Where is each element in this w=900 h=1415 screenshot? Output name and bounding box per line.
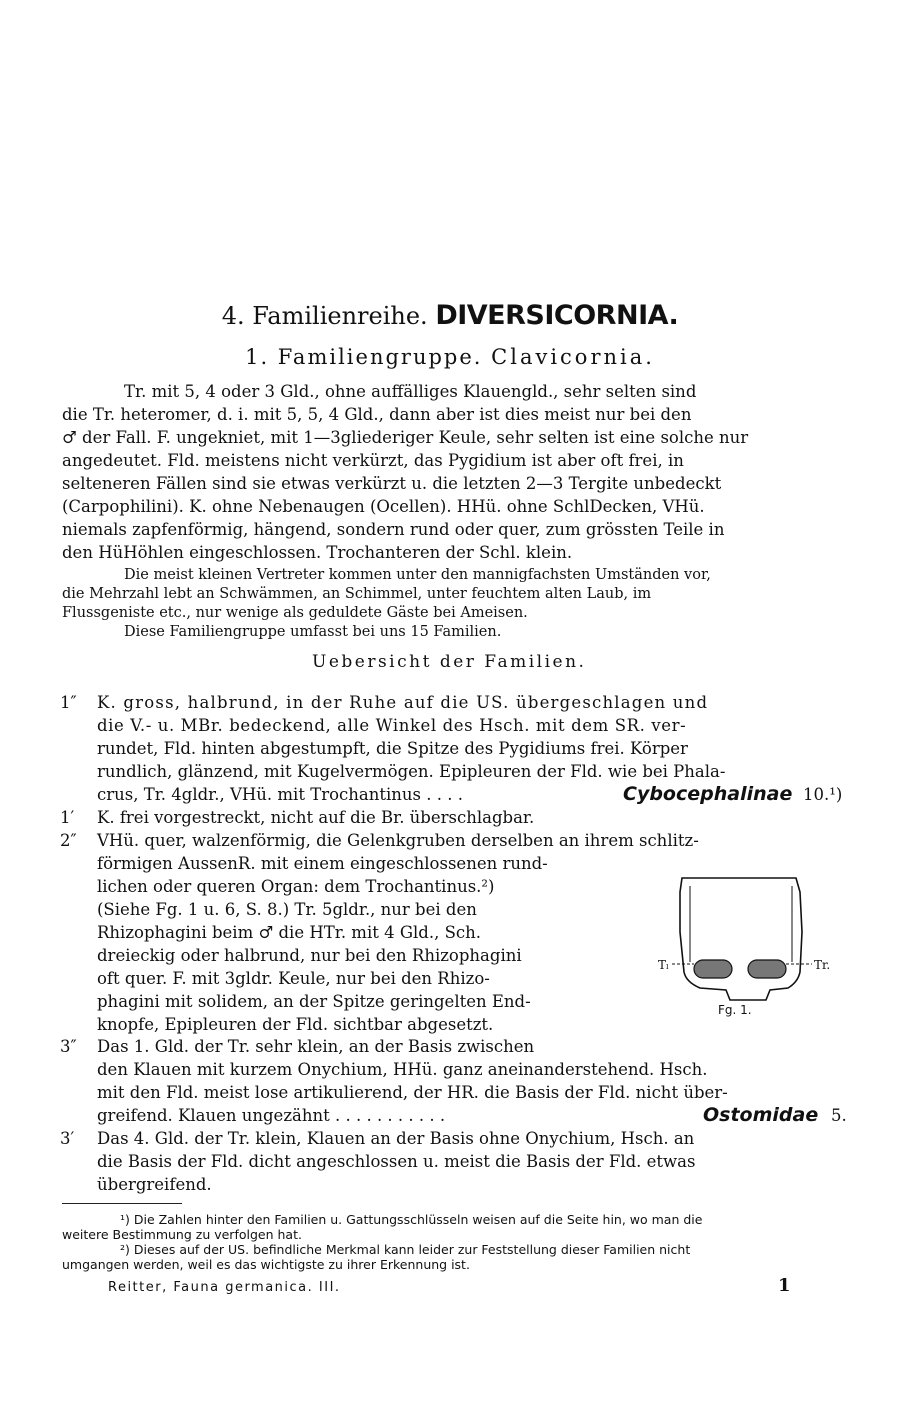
key-line: mit den Fld. meist lose artikulierend, der HR. die Basis der Fld. nicht über-: [97, 1083, 728, 1102]
key-line: dreieckig oder halbrund, nur bei den Rhizophagini: [97, 946, 522, 965]
key-line: rundlich, glänzend, mit Kugelvermögen. Epipleuren der Fld. wie bei Phala-: [97, 762, 726, 781]
trochantinus-figure: [660, 872, 850, 1022]
family-name: Cybocephalinae: [623, 783, 793, 805]
page-reference: 5.: [831, 1106, 847, 1125]
footnote-line: ¹) Die Zahlen hinter den Familien u. Gattungsschlüsseln weisen auf die Seite hin, wo man die: [120, 1212, 703, 1227]
series-prefix: 4. Familienreihe.: [221, 302, 428, 330]
key-line: übergreifend.: [97, 1175, 212, 1194]
key-number: 1″: [60, 693, 77, 712]
note-line: Die meist kleinen Vertreter kommen unter den mannigfachsten Umständen vor,: [124, 567, 711, 583]
footnote-line: ²) Dieses auf der US. befindliche Merkmal kann leider zur Feststellung dieser Familien nicht: [120, 1242, 691, 1257]
key-line: Das 4. Gld. der Tr. klein, Klauen an der Basis ohne Onychium, Hsch. an: [97, 1129, 695, 1148]
footnote-line: weitere Bestimmung zu verfolgen hat.: [62, 1227, 302, 1242]
series-name: DIVERSICORNIA.: [435, 300, 679, 331]
key-line: phagini mit solidem, an der Spitze geringelten End-: [97, 992, 531, 1011]
group-heading: [0, 345, 900, 369]
key-line: rundet, Fld. hinten abgestumpft, die Spitze des Pygidiums frei. Körper: [97, 739, 688, 758]
intro-line: Tr. mit 5, 4 oder 3 Gld., ohne auffälliges Klauengld., sehr selten sind: [124, 382, 697, 401]
note-line: die Mehrzahl lebt an Schwämmen, an Schimmel, unter feuchtem alten Laub, im: [62, 586, 652, 602]
note-line: Flussgeniste etc., nur wenige als geduldete Gäste bei Ameisen.: [62, 605, 528, 621]
key-number: 3′: [60, 1129, 75, 1148]
page-number: 1: [778, 1275, 791, 1296]
key-line: den Klauen mit kurzem Onychium, HHü. ganz aneinanderstehend. Hsch.: [97, 1060, 708, 1079]
overview-title: Uebersicht der Familien.: [312, 652, 587, 672]
footnote-line: umgangen werden, weil es das wichtigste zu ihrer Erkennung ist.: [62, 1257, 470, 1272]
key-line: VHü. quer, walzenförmig, die Gelenkgruben derselben an ihrem schlitz-: [97, 831, 699, 850]
page-reference: 10.¹): [803, 785, 843, 804]
key-line: die Basis der Fld. dicht angeschlossen u. meist die Basis der Fld. etwas: [97, 1152, 696, 1171]
key-number: 1′: [60, 808, 75, 827]
key-line: oft quer. F. mit 3gldr. Keule, nur bei den Rhizo-: [97, 969, 490, 988]
key-line: K. gross, halbrund, in der Ruhe auf die US. übergeschlagen und: [97, 693, 709, 712]
footnote-rule: [62, 1203, 182, 1204]
key-number: 3″: [60, 1037, 77, 1056]
family-name: Ostomidae: [703, 1104, 819, 1126]
note-line: Diese Familiengruppe umfasst bei uns 15 Familien.: [124, 624, 502, 640]
series-heading: [0, 300, 900, 331]
key-line-final: [97, 1105, 850, 1127]
intro-line: niemals zapfenförmig, hängend, sondern rund oder quer, zum grössten Teile in: [62, 520, 725, 539]
key-number: 2″: [60, 831, 77, 850]
footer-source: Reitter, Fauna germanica. III.: [108, 1280, 341, 1295]
key-line: förmigen AussenR. mit einem eingeschlossenen rund-: [97, 854, 548, 873]
intro-line: selteneren Fällen sind sie etwas verkürzt u. die letzten 2—3 Tergite unbedeckt: [62, 474, 722, 493]
key-line: die V.- u. MBr. bedeckend, alle Winkel des Hsch. mit dem SR. ver-: [97, 716, 687, 735]
key-line: Rhizophagini beim ♂ die HTr. mit 4 Gld., Sch.: [97, 923, 482, 942]
key-line: (Siehe Fg. 1 u. 6, S. 8.) Tr. 5gldr., nur bei den: [97, 900, 477, 919]
figure-label-right: Tr.: [814, 958, 831, 972]
key-line: Das 1. Gld. der Tr. sehr klein, an der Basis zwischen: [97, 1037, 535, 1056]
intro-line: ♂ der Fall. F. ungekniet, mit 1—3gliederiger Keule, sehr selten ist eine solche nur: [62, 428, 749, 447]
intro-line: angedeutet. Fld. meistens nicht verkürzt, das Pygidium ist aber oft frei, in: [62, 451, 684, 470]
key-line: K. frei vorgestreckt, nicht auf die Br. überschlagbar.: [97, 808, 535, 827]
intro-line: (Carpophilini). K. ohne Nebenaugen (Ocellen). HHü. ohne SchlDecken, VHü.: [62, 497, 705, 516]
group-prefix: 1. Familiengruppe.: [245, 345, 483, 369]
key-text: greifend. Klauen ungezähnt . . . . . . . . . . .: [97, 1106, 446, 1125]
key-text: crus, Tr. 4gldr., VHü. mit Trochantinus . . . .: [97, 785, 463, 804]
intro-line: die Tr. heteromer, d. i. mit 5, 5, 4 Gld., dann aber ist dies meist nur bei den: [62, 405, 692, 424]
key-line-final: [97, 784, 850, 806]
figure-caption: Fg. 1.: [718, 1003, 752, 1017]
intro-line: den HüHöhlen eingeschlossen. Trochanteren der Schl. klein.: [62, 543, 573, 562]
key-line: lichen oder queren Organ: dem Trochantinus.²): [97, 877, 495, 896]
key-line: knopfe, Epipleuren der Fld. sichtbar abgesetzt.: [97, 1015, 494, 1034]
group-name: Clavicornia.: [491, 345, 655, 369]
figure-label-left: Tₗ: [658, 958, 669, 972]
